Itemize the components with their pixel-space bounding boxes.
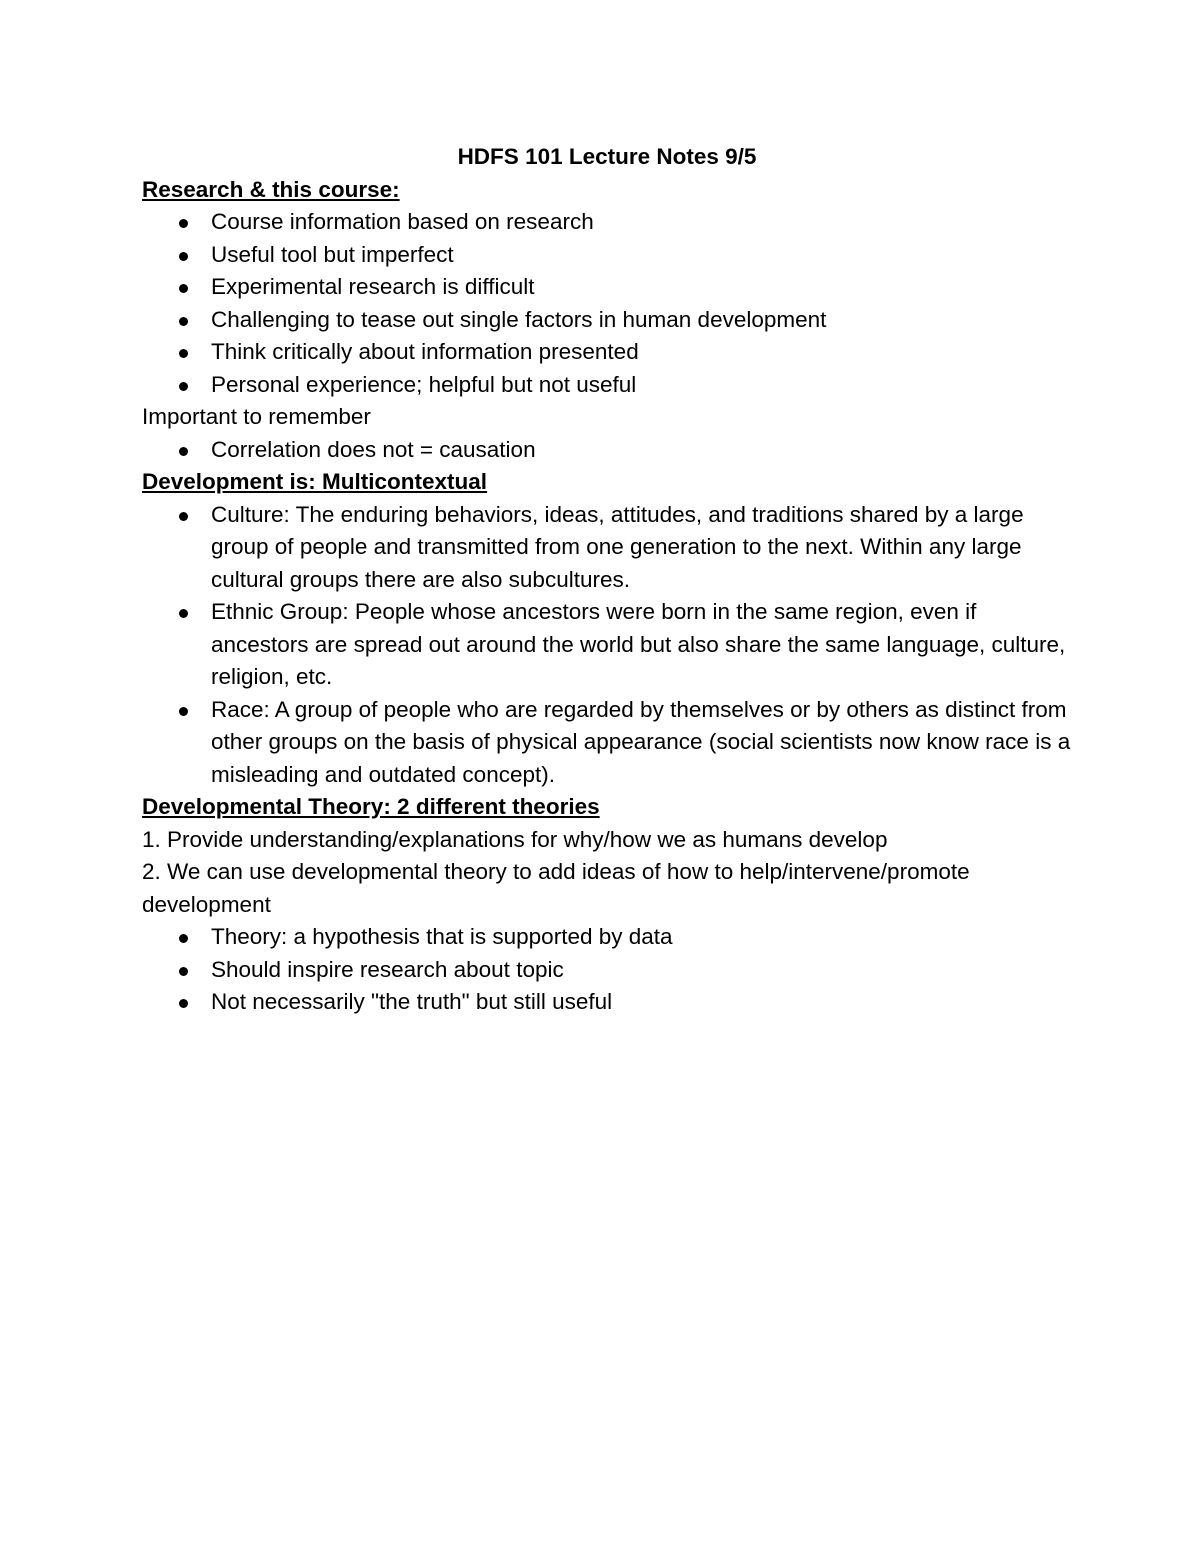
research-bullet-list xyxy=(142,206,1072,401)
bullet-icon xyxy=(179,317,188,326)
list-item: Correlation does not = causation xyxy=(142,434,1072,467)
subheading-important: Important to remember xyxy=(142,404,371,429)
bullet-icon xyxy=(179,284,188,293)
list-item: Personal experience; helpful but not useful xyxy=(142,369,1072,402)
list-item: Not necessarily "the truth" but still useful xyxy=(142,986,1072,1019)
bullet-icon xyxy=(179,512,188,521)
list-item: Think critically about information presented xyxy=(142,336,1072,369)
important-bullet-list xyxy=(142,434,1072,467)
bullet-icon xyxy=(179,447,188,456)
bullet-icon xyxy=(179,349,188,358)
section-heading-development: Development is: Multicontextual xyxy=(142,469,488,494)
bullet-icon xyxy=(179,934,188,943)
list-item: Culture: The enduring behaviors, ideas, attitudes, and traditions shared by a large group of people and transmitted from one generation to the next. Within any large cultural groups there are also subcultures. xyxy=(142,499,1072,597)
bullet-icon xyxy=(179,609,188,618)
bullet-icon xyxy=(179,707,188,716)
document-page xyxy=(142,141,1072,1019)
list-item: Course information based on research xyxy=(142,206,1072,239)
bullet-icon xyxy=(179,382,188,391)
section-heading-theory: Developmental Theory: 2 different theories xyxy=(142,794,600,819)
list-item: Race: A group of people who are regarded by themselves or by others as distinct from other groups on the basis of physical appearance (social scientists now know race is a misleading and outdated concept). xyxy=(142,694,1072,792)
list-item: Useful tool but imperfect xyxy=(142,239,1072,272)
bullet-icon xyxy=(179,967,188,976)
theory-bullet-list xyxy=(142,921,1072,1019)
bullet-icon xyxy=(179,999,188,1008)
development-bullet-list xyxy=(142,499,1072,792)
numbered-item: 2. We can use developmental theory to add ideas of how to help/intervene/promote development xyxy=(142,859,970,917)
page-title: HDFS 101 Lecture Notes 9/5 xyxy=(457,144,757,169)
numbered-item: 1. Provide understanding/explanations for why/how we as humans develop xyxy=(142,826,888,852)
list-item: Experimental research is difficult xyxy=(142,271,1072,304)
list-item: Ethnic Group: People whose ancestors were born in the same region, even if ancestors are spread out around the world but also share the same language, culture, religion, etc. xyxy=(142,596,1072,694)
section-heading-research: Research & this course: xyxy=(142,176,400,202)
list-item: Should inspire research about topic xyxy=(142,954,1072,987)
bullet-icon xyxy=(179,219,188,228)
bullet-icon xyxy=(179,252,188,261)
list-item: Theory: a hypothesis that is supported by data xyxy=(142,921,1072,954)
list-item: Challenging to tease out single factors in human development xyxy=(142,304,1072,337)
